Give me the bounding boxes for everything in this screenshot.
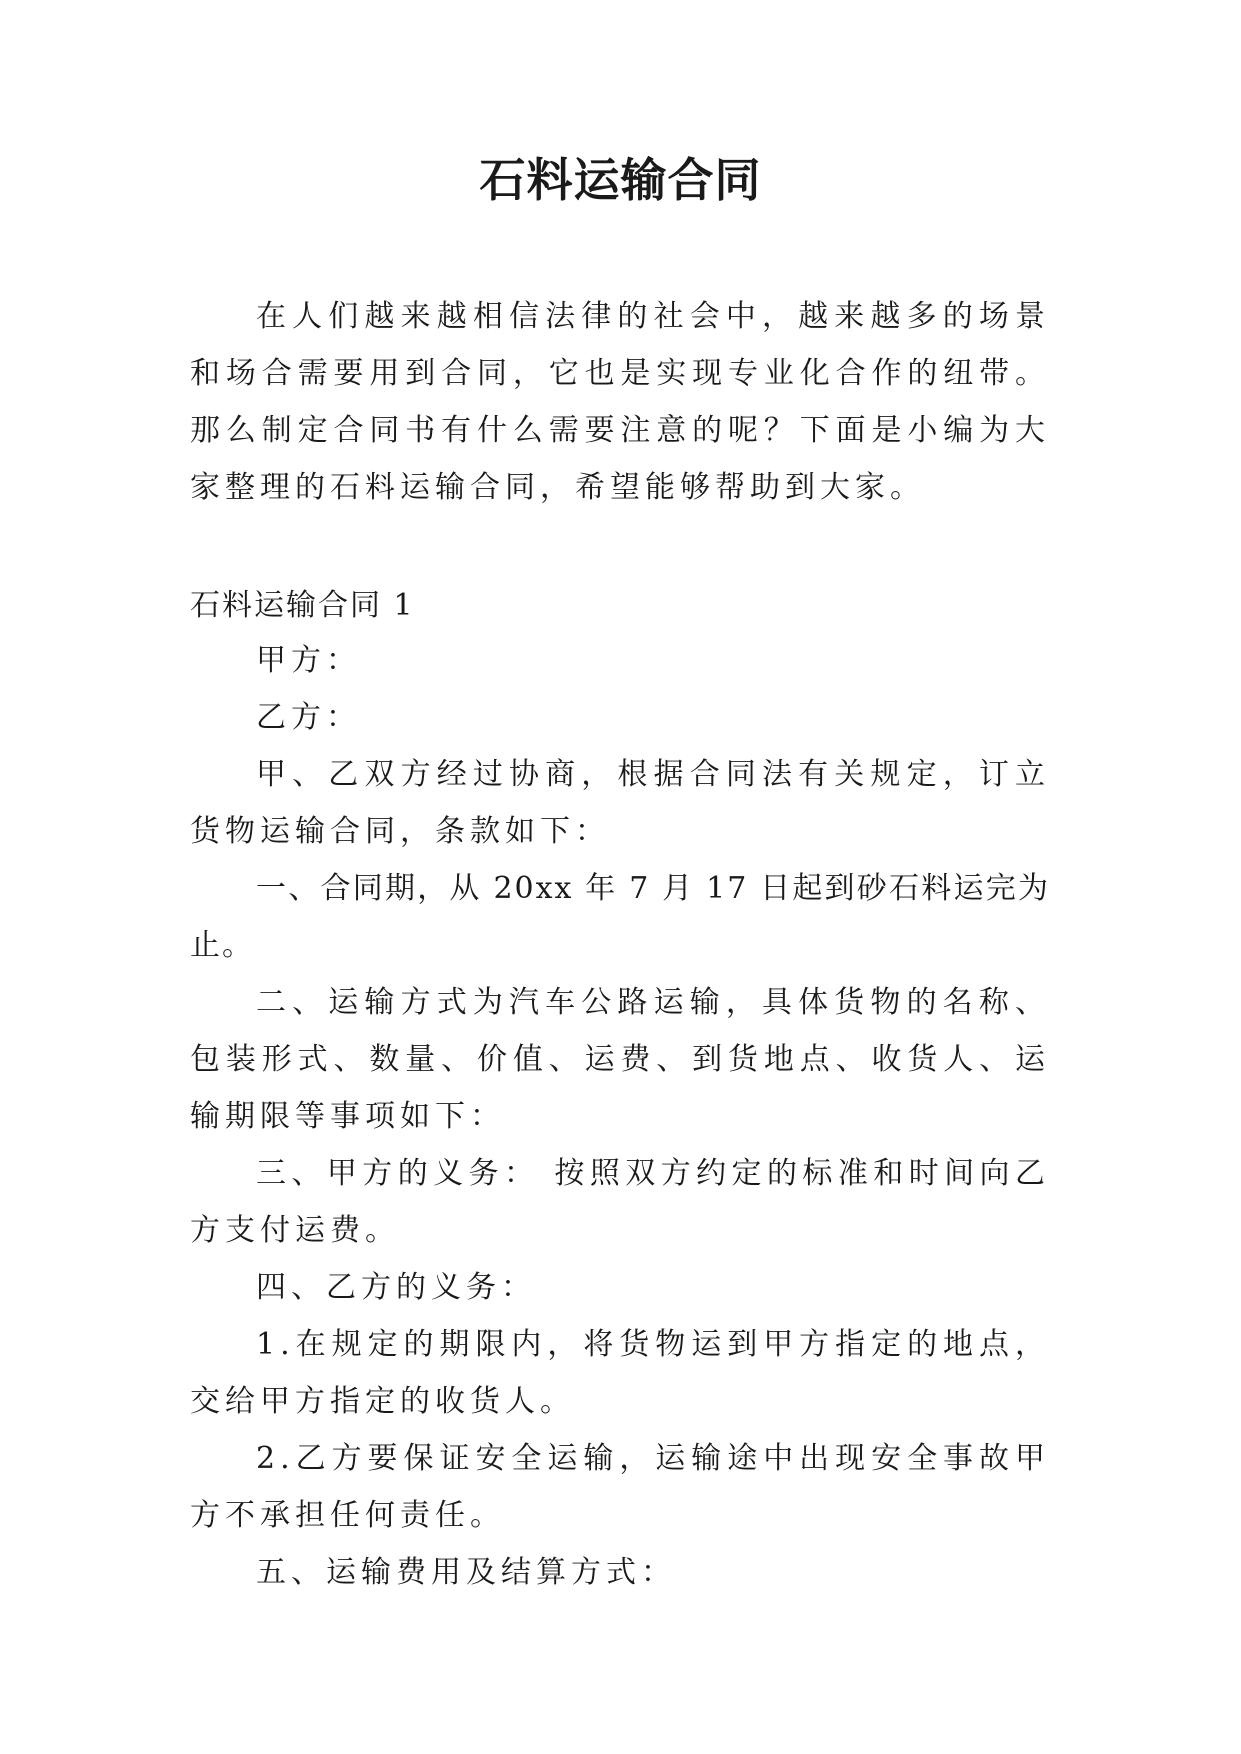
- clause-transport-method: 二、运输方式为汽车公路运输，具体货物的名称、包装形式、数量、价值、运费、到货地点、收货人、运输期限等事项如下：: [190, 985, 1050, 1134]
- document-title: 石料运输合同: [479, 153, 762, 207]
- section-heading: 石料运输合同 1: [190, 588, 415, 623]
- intro-paragraph: 在人们越来越相信法律的社会中，越来越多的场景和场合需要用到合同，它也是实现专业化合作的纽带。那么制定合同书有什么需要注意的呢？下面是小编为大家整理的石料运输合同，希望能够帮助到大家。: [190, 299, 1050, 505]
- clause-party-b-duty-2: 2.乙方要保证安全运输，运输途中出现安全事故甲方不承担任何责任。: [190, 1441, 1050, 1533]
- clause-fees-settlement: 五、运输费用及结算方式：: [256, 1555, 676, 1590]
- clause-party-a-duties: 三、甲方的义务： 按照双方约定的标准和时间向乙方支付运费。: [190, 1156, 1050, 1248]
- party-a-line: 甲方：: [256, 643, 361, 678]
- clause-party-b-duty-1: 1.在规定的期限内，将货物运到甲方指定的地点，交给甲方指定的收货人。: [190, 1327, 1050, 1419]
- contract-clauses: [190, 632, 1050, 1601]
- party-b-line: 乙方：: [256, 700, 361, 735]
- clause-party-b-duties: 四、乙方的义务：: [256, 1270, 536, 1305]
- clause-term: 一、合同期，从 20xx 年 7 月 17 日起到砂石料运完为止。: [190, 871, 1050, 963]
- agreement-preamble: 甲、乙双方经过协商，根据合同法有关规定，订立货物运输合同，条款如下：: [190, 757, 1050, 849]
